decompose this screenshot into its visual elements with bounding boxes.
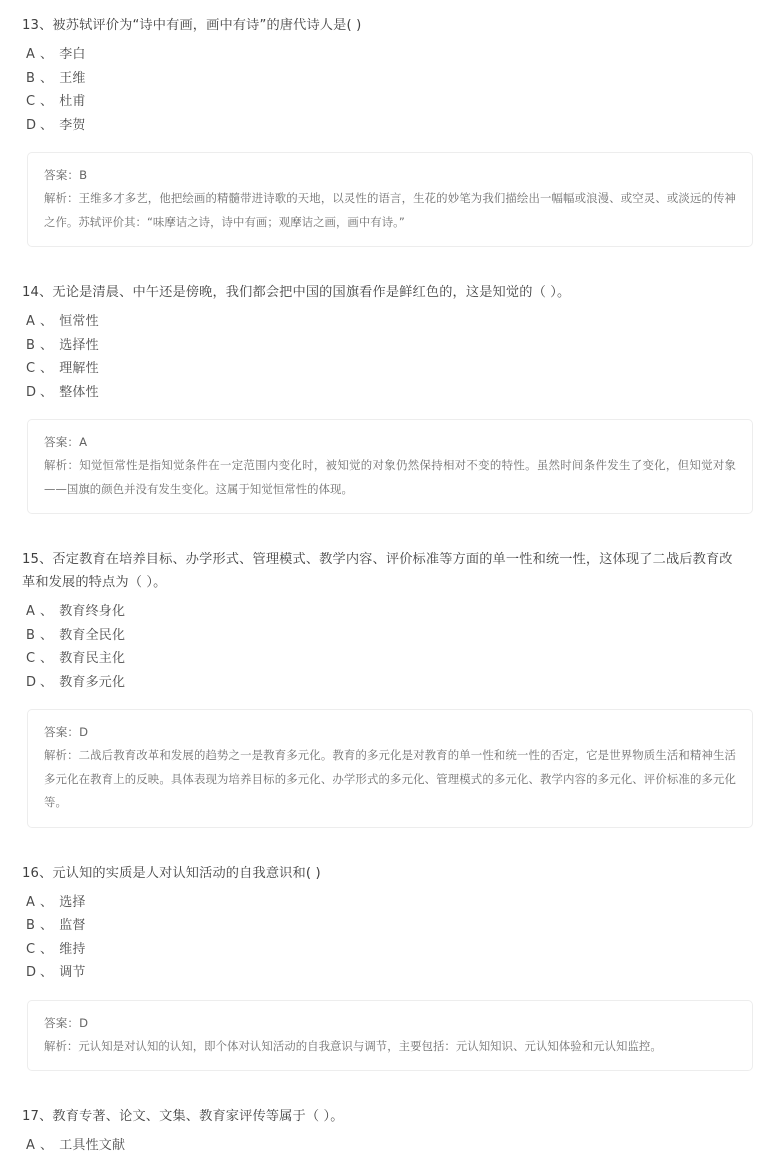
- question-text-16: 元认知的实质是人对认知活动的自我意识和( ): [52, 865, 321, 881]
- option-key: C: [26, 651, 36, 666]
- option-list-13: [26, 43, 758, 137]
- option-separator: 、: [40, 651, 54, 666]
- option-item-15-d[interactable]: [26, 671, 758, 695]
- option-separator: 、: [40, 384, 54, 400]
- option-separator: 、: [40, 941, 54, 957]
- option-key: A: [26, 314, 36, 329]
- option-key: B: [26, 70, 36, 86]
- option-item-15-a[interactable]: [26, 600, 758, 624]
- option-label: 工具性文献: [59, 1138, 126, 1153]
- question-stem-13: [22, 14, 758, 37]
- spacer: [22, 247, 758, 281]
- explanation-line-14: 解析：知觉恒常性是指知觉条件在一定范围内变化时，被知觉的对象仍然保持相对不变的特性。虽然时间条件发生了变化，但知觉对象——国旗的颜色并没有发生变化。这属于知觉恒常性的体现。: [44, 458, 736, 496]
- option-label: 恒常性: [59, 314, 99, 329]
- option-key: D: [26, 117, 37, 133]
- option-label: 教育终身化: [59, 604, 126, 619]
- option-item-15-b[interactable]: [26, 624, 758, 648]
- answer-line-13: 答案：B: [44, 168, 88, 182]
- option-key: C: [26, 94, 36, 109]
- option-separator: 、: [40, 94, 54, 109]
- spacer: [22, 828, 758, 862]
- option-item-16-c[interactable]: [26, 938, 758, 962]
- question-text-17: 教育专著、论文、文集、教育家评传等属于（ ）。: [52, 1109, 344, 1124]
- option-label: 监督: [59, 918, 86, 933]
- option-label: 杜甫: [59, 94, 86, 109]
- option-item-14-d[interactable]: [26, 381, 758, 405]
- question-stem-16: [22, 862, 758, 885]
- option-item-16-b[interactable]: [26, 914, 758, 938]
- option-item-13-b[interactable]: [26, 67, 758, 91]
- option-key: A: [26, 894, 36, 910]
- answer-line-16: 答案：D: [44, 1015, 89, 1030]
- option-separator: 、: [40, 47, 54, 62]
- option-key: D: [26, 384, 37, 400]
- option-key: B: [26, 627, 36, 643]
- option-separator: 、: [40, 604, 54, 619]
- option-label: 整体性: [59, 384, 99, 400]
- option-separator: 、: [40, 918, 54, 933]
- answer-box-15: [27, 709, 753, 828]
- option-list-14: [26, 310, 758, 404]
- option-separator: 、: [40, 314, 54, 329]
- option-key: D: [26, 674, 37, 690]
- option-key: A: [26, 47, 36, 62]
- option-separator: 、: [40, 674, 54, 690]
- question-stem-14: [22, 281, 758, 304]
- option-separator: 、: [40, 1138, 54, 1153]
- option-key: D: [26, 965, 37, 980]
- question-block-15: [22, 548, 758, 828]
- option-separator: 、: [40, 965, 54, 980]
- question-number-16: 16、: [22, 865, 53, 881]
- option-key: C: [26, 361, 36, 376]
- question-block-13: [22, 14, 758, 247]
- question-text-13: 被苏轼评价为“诗中有画，画中有诗”的唐代诗人是( ): [52, 18, 362, 33]
- option-list-17: [26, 1134, 758, 1158]
- option-label: 选择性: [59, 337, 99, 353]
- question-stem-15: [22, 548, 758, 594]
- question-number-17: 17、: [22, 1109, 53, 1124]
- option-label: 王维: [59, 70, 86, 86]
- answer-box-16: [27, 1000, 753, 1072]
- option-label: 调节: [59, 965, 86, 980]
- option-label: 李贺: [59, 117, 86, 133]
- option-separator: 、: [40, 894, 54, 910]
- option-label: 维持: [59, 941, 86, 957]
- option-item-16-d[interactable]: [26, 961, 758, 985]
- option-key: A: [26, 1138, 36, 1153]
- option-list-16: [26, 891, 758, 985]
- explanation-line-15: 解析：二战后教育改革和发展的趋势之一是教育多元化。教育的多元化是对教育的单一性和统一性的否定，它是世界物质生活和精神生活多元化在教育上的反映。具体表现为培养目标的多元化、办学形式的多元化、管理模式的多元化、教学内容的多元化、评价标准的多元化等。: [44, 748, 736, 809]
- option-label: 教育全民化: [59, 627, 126, 643]
- option-item-17-a[interactable]: [26, 1134, 758, 1158]
- option-key: A: [26, 604, 36, 619]
- option-separator: 、: [40, 361, 54, 376]
- question-block-17: [22, 1105, 758, 1158]
- option-label: 李白: [59, 47, 86, 62]
- question-number-13: 13、: [22, 18, 53, 33]
- option-item-13-a[interactable]: [26, 43, 758, 67]
- option-separator: 、: [40, 627, 54, 643]
- question-stem-17: [22, 1105, 758, 1128]
- explanation-line-16: 解析：元认知是对认知的认知，即个体对认知活动的自我意识与调节，主要包括：元认知知识、元认知体验和元认知监控。: [44, 1038, 662, 1053]
- question-block-14: [22, 281, 758, 514]
- option-key: B: [26, 918, 36, 933]
- option-item-13-c[interactable]: [26, 90, 758, 114]
- option-item-14-a[interactable]: [26, 310, 758, 334]
- explanation-line-13: 解析：王维多才多艺，他把绘画的精髓带进诗歌的天地，以灵性的语言，生花的妙笔为我们描绘出一幅幅或浪漫、或空灵、或淡远的传神之作。苏轼评价其：“味摩诘之诗，诗中有画；观摩诘之画，画中有诗。”: [44, 191, 736, 229]
- spacer: [22, 1071, 758, 1105]
- answer-box-14: [27, 419, 753, 514]
- option-item-13-d[interactable]: [26, 114, 758, 138]
- option-key: B: [26, 337, 36, 353]
- spacer: [22, 514, 758, 548]
- option-separator: 、: [40, 337, 54, 353]
- answer-line-14: 答案：A: [44, 435, 88, 449]
- option-label: 理解性: [59, 361, 99, 376]
- option-label: 教育多元化: [59, 674, 126, 690]
- answer-box-13: [27, 152, 753, 247]
- question-number-15: 15、: [22, 552, 53, 567]
- option-key: C: [26, 941, 36, 957]
- option-separator: 、: [40, 117, 54, 133]
- question-text-15: 否定教育在培养目标、办学形式、管理模式、教学内容、评价标准等方面的单一性和统一性，这体现了二战后教育改革和发展的特点为（ ）。: [22, 552, 733, 590]
- question-text-14: 无论是清晨、中午还是傍晚，我们都会把中国的国旗看作是鲜红色的，这是知觉的（ ）。: [52, 285, 571, 300]
- option-label: 选择: [59, 894, 86, 910]
- question-block-16: [22, 862, 758, 1072]
- question-number-14: 14、: [22, 285, 53, 300]
- option-separator: 、: [40, 70, 54, 86]
- option-item-16-a[interactable]: [26, 891, 758, 915]
- option-item-14-c[interactable]: [26, 357, 758, 381]
- option-label: 教育民主化: [59, 651, 126, 666]
- option-item-15-c[interactable]: [26, 647, 758, 671]
- option-item-14-b[interactable]: [26, 334, 758, 358]
- answer-line-15: 答案：D: [44, 725, 89, 739]
- option-list-15: [26, 600, 758, 694]
